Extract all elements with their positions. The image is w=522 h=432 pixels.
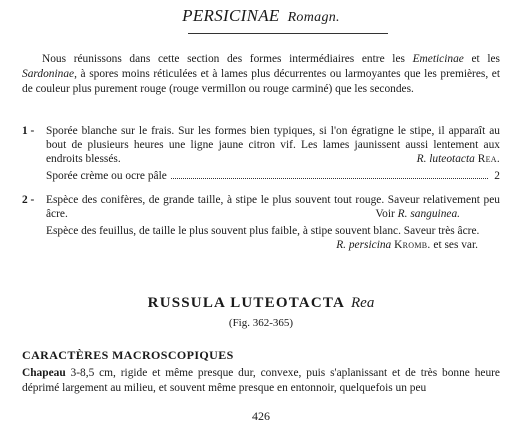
key-lead-a: [46, 124, 500, 166]
page-number: 426: [252, 409, 270, 423]
key-lead-a: [46, 193, 500, 221]
key-entry-2: [22, 193, 500, 252]
intro-paragraph: [22, 52, 500, 97]
intro-text-1: Nous réunissons dans cette section des formes intermédiaires entre les: [42, 53, 413, 65]
key-lead-b-result: [336, 238, 478, 252]
species-name: RUSSULA LUTEOTACTA: [147, 295, 345, 311]
see-prefix: Voir: [375, 208, 398, 220]
key-lead-b-text: Espèce des feuillus, de taille le plus souvent plus faible, à stipe souvent blanc. Saveur très âcre.: [46, 225, 480, 237]
section-author: Romagn.: [287, 10, 340, 25]
intro-text-3: , à spores moins réticulées et à lames plus décurrentes ou larmoyantes que les premières, et de couleur plus purement rouge (rouge vermillon ou rouge carminé) que les secondes.: [22, 68, 500, 95]
key-number: 1 -: [22, 125, 35, 137]
species-author: Rea: [351, 295, 375, 311]
key-goto-number: 2: [494, 170, 500, 182]
taxon-reference: R. persicina: [336, 239, 392, 251]
key-lead-b: [46, 169, 500, 183]
section-name: PERSICINAE: [182, 6, 280, 25]
taxon-reference: R. sanguinea.: [397, 208, 460, 220]
key-lead-a-result: [417, 152, 500, 166]
intro-taxon-sardoninae: Sardoninae: [22, 68, 75, 80]
species-title: [0, 295, 522, 312]
description-paragraph: [22, 366, 500, 396]
taxon-reference: R. luteotacta: [416, 153, 475, 165]
description-text: 3-8,5 cm, rigide et même presque dur, convexe, puis s'aplanissant et de très bonne heure déprimé largement au milieu, et souvent même presque en entonnoir, quelquefois un peu: [22, 367, 500, 394]
section-heading-macroscopic: CARACTÈRES MACROSCOPIQUES: [22, 348, 234, 362]
key-lead-b-text: Sporée crème ou ocre pâle: [46, 170, 167, 182]
taxon-author: Kromb.: [394, 239, 431, 251]
key-number: 2 -: [22, 194, 35, 206]
taxon-suffix: et ses var.: [430, 239, 478, 251]
key-entry-1: [22, 124, 500, 183]
key-lead-a-result: [375, 207, 460, 221]
intro-text-2: et les: [463, 53, 500, 65]
figure-reference: (Fig. 362-365): [228, 317, 294, 329]
key-lead-b: [46, 224, 500, 251]
intro-taxon-emeticinae: Emeticinae: [412, 53, 464, 65]
description-label: Chapeau: [22, 367, 66, 379]
key-lead-a-text: Sporée blanche sur le frais. Sur les formes bien typiques, si l'on égratigne le stipe, il apparaît au bout de plusieurs heures une ligne jaune citron vif. Les lames jaunissent aussi lentement aux endroits blessés.: [46, 125, 500, 165]
key-lead-a-text: Espèce des conifères, de grande taille, à stipe le plus souvent tout rouge. Saveur relativement peu âcre.: [46, 194, 500, 220]
section-title: [0, 6, 522, 26]
taxon-author: Rea.: [477, 153, 500, 165]
leader-dots: [171, 178, 488, 179]
title-underline: [188, 33, 388, 34]
